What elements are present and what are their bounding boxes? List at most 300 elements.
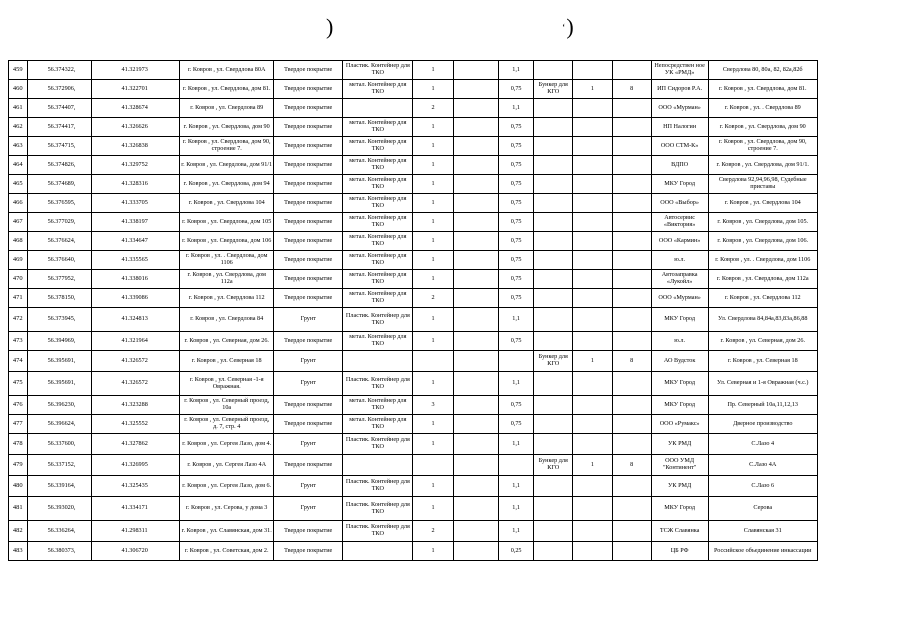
longitude-cell: 41.335565 [91,251,180,270]
owner-cell: ООО «Румакс» [651,415,708,434]
address-cell: г. Ковров , ул. Советская, дом 2. [180,542,274,561]
longitude-cell: 41.298311 [91,521,180,542]
surface-type-cell: Твердое покрытие [274,99,343,118]
scan-mark-right [562,16,574,40]
longitude-cell: 41.321973 [91,61,180,80]
surface-type-cell: Твердое покрытие [274,542,343,561]
container-type-cell: метал. Контейнер для ТКО [343,137,413,156]
bunker-count-cell [573,476,612,497]
surface-type-cell: Грунт [274,434,343,455]
container-volume-cell: 1,1 [499,61,534,80]
longitude-cell: 41.338016 [91,270,180,289]
container-volume-cell: 0,75 [499,118,534,137]
bunker-volume-cell [612,332,651,351]
row-number-cell: 460 [9,80,28,99]
latitude-cell: 56.339164, [27,476,91,497]
latitude-cell: 56.376595, [27,194,91,213]
bunker-count-cell [573,521,612,542]
surface-type-cell: Твердое покрытие [274,332,343,351]
bunker-count-cell [573,232,612,251]
waste-source-cell: Ул. Северная и 1-я Овражная (ч.с.) [708,372,818,396]
longitude-cell: 41.325435 [91,476,180,497]
container-type-cell [343,455,413,476]
latitude-cell: 56.376624, [27,232,91,251]
address-cell: г. Ковров , ул. Свердлова 84 [180,308,274,332]
address-cell: г. Ковров , ул. Свердлова, дом 90, строение 7. [180,137,274,156]
waste-source-cell: Пр. Северный 10а,11,12,13 [708,396,818,415]
scan-paren: ) [566,14,574,39]
container-type-cell: Пластик. Контейнер для ТКО [343,476,413,497]
address-cell: г. Ковров , ул. Северный проезд, 10а [180,396,274,415]
container-type-cell [343,99,413,118]
bunker-type-cell [534,232,573,251]
row-number-cell: 471 [9,289,28,308]
longitude-cell: 41.325552 [91,415,180,434]
bunker-type-cell [534,118,573,137]
bunker-volume-cell [612,232,651,251]
longitude-cell: 41.326626 [91,118,180,137]
table-row [9,434,818,455]
empty-cell-cell [453,308,498,332]
waste-source-cell: г. Ковров , ул. . Свердлова 89 [708,99,818,118]
empty-cell-cell [453,232,498,251]
container-type-cell: Пластик. Контейнер для ТКО [343,308,413,332]
address-cell: г. Ковров , ул. Северная -1-я Овражная. [180,372,274,396]
container-volume-cell: 0,75 [499,232,534,251]
address-cell: г. Ковров , ул. Северная, дом 26. [180,332,274,351]
owner-cell: АО Вудсток [651,351,708,372]
bunker-type-cell [534,476,573,497]
container-count-cell: 1 [413,497,453,521]
bunker-count-cell [573,372,612,396]
bunker-volume-cell [612,194,651,213]
empty-cell-cell [453,396,498,415]
table-row [9,270,818,289]
table-row [9,289,818,308]
row-number-cell: 483 [9,542,28,561]
owner-cell: УК РМД [651,434,708,455]
waste-source-cell: г. Ковров , ул. Свердлова, дом 81. [708,80,818,99]
row-number-cell: 461 [9,99,28,118]
container-count-cell: 2 [413,521,453,542]
container-count-cell: 1 [413,434,453,455]
bunker-type-cell [534,396,573,415]
table-row [9,476,818,497]
waste-source-cell: Ул. Свердлова 84,84а,83,83а,86,88 [708,308,818,332]
longitude-cell: 41.323288 [91,396,180,415]
surface-type-cell: Грунт [274,372,343,396]
container-volume-cell: 0,25 [499,542,534,561]
latitude-cell: 56.376640, [27,251,91,270]
owner-cell: ВДПО [651,156,708,175]
waste-source-cell: г. Ковров , ул. . Свердлова, дом 1106 [708,251,818,270]
container-type-cell: метал. Контейнер для ТКО [343,80,413,99]
row-number-cell: 479 [9,455,28,476]
owner-cell: ООО «Мурман» [651,289,708,308]
bunker-count-cell [573,434,612,455]
bunker-count-cell [573,213,612,232]
container-count-cell: 1 [413,232,453,251]
table-row [9,99,818,118]
surface-type-cell: Грунт [274,497,343,521]
latitude-cell: 56.394969, [27,332,91,351]
surface-type-cell: Твердое покрытие [274,232,343,251]
waste-source-cell: С.Лазо 4 [708,434,818,455]
surface-type-cell: Твердое покрытие [274,80,343,99]
address-cell: г. Ковров , ул. Свердлова 80А [180,61,274,80]
table-row [9,213,818,232]
table-row [9,351,818,372]
owner-cell: ТСЖ Славянка [651,521,708,542]
bunker-volume-cell: 8 [612,455,651,476]
waste-source-cell: С.Лазо 4А [708,455,818,476]
address-cell: г. Ковров , ул. Свердлова, дом 81. [180,80,274,99]
latitude-cell: 56.378150, [27,289,91,308]
empty-cell-cell [453,497,498,521]
container-count-cell: 1 [413,80,453,99]
empty-cell-cell [453,521,498,542]
row-number-cell: 470 [9,270,28,289]
bunker-type-cell [534,61,573,80]
container-volume-cell: 0,75 [499,137,534,156]
address-cell: г. Ковров , ул. Свердлова, дом 90 [180,118,274,137]
container-volume-cell [499,351,534,372]
container-type-cell: метал. Контейнер для ТКО [343,270,413,289]
bunker-count-cell [573,194,612,213]
bunker-count-cell [573,289,612,308]
address-cell: г. Ковров , ул. Свердлова, дом 106 [180,232,274,251]
container-count-cell: 1 [413,194,453,213]
bunker-count-cell [573,308,612,332]
scan-mark-left: ) [326,14,334,39]
surface-type-cell: Твердое покрытие [274,61,343,80]
row-number-cell: 466 [9,194,28,213]
table-row [9,251,818,270]
table-row [9,521,818,542]
latitude-cell: 56.377029, [27,213,91,232]
longitude-cell: 41.322701 [91,80,180,99]
waste-source-cell: г. Ковров , ул. Свердлова 112 [708,289,818,308]
row-number-cell: 477 [9,415,28,434]
owner-cell: ООО «Выбор» [651,194,708,213]
bunker-type-cell [534,251,573,270]
empty-cell-cell [453,351,498,372]
bunker-count-cell [573,156,612,175]
table-body [9,61,818,561]
bunker-volume-cell: 8 [612,80,651,99]
bunker-type-cell [534,542,573,561]
surface-type-cell: Твердое покрытие [274,270,343,289]
bunker-volume-cell [612,497,651,521]
row-number-cell: 475 [9,372,28,396]
address-cell: г. Ковров , ул. Свердлова 112 [180,289,274,308]
empty-cell-cell [453,137,498,156]
container-type-cell: метал. Контейнер для ТКО [343,175,413,194]
container-volume-cell: 1,1 [499,372,534,396]
bunker-type-cell [534,137,573,156]
bunker-type-cell [534,497,573,521]
scan-dot: ‘ [562,22,566,34]
owner-cell: ООО «Кармин» [651,232,708,251]
bunker-type-cell [534,434,573,455]
row-number-cell: 481 [9,497,28,521]
table-row [9,308,818,332]
waste-source-cell: г. Ковров , ул. Свердлова, дом 106. [708,232,818,251]
owner-cell: Непосредствен ное УК «РМД» [651,61,708,80]
empty-cell-cell [453,476,498,497]
table-row [9,194,818,213]
owner-cell: ООО СТМ-К» [651,137,708,156]
surface-type-cell: Твердое покрытие [274,194,343,213]
container-type-cell: метал. Контейнер для ТКО [343,232,413,251]
container-count-cell: 1 [413,270,453,289]
owner-cell: НП Налогин [651,118,708,137]
bunker-type-cell [534,415,573,434]
longitude-cell: 41.324813 [91,308,180,332]
bunker-count-cell [573,118,612,137]
owner-cell: ю.л. [651,332,708,351]
container-type-cell: метал. Контейнер для ТКО [343,194,413,213]
bunker-type-cell [534,99,573,118]
row-number-cell: 469 [9,251,28,270]
waste-source-cell: Серова [708,497,818,521]
container-volume-cell: 0,75 [499,213,534,232]
address-cell: г. Ковров , ул. Свердлова, дом 91/1 [180,156,274,175]
owner-cell: МКУ Город [651,308,708,332]
longitude-cell: 41.327862 [91,434,180,455]
container-count-cell: 1 [413,61,453,80]
container-volume-cell: 1,1 [499,308,534,332]
owner-cell: МКУ Город [651,497,708,521]
longitude-cell: 41.328316 [91,175,180,194]
container-volume-cell: 0,75 [499,270,534,289]
bunker-count-cell [573,61,612,80]
container-volume-cell: 0,75 [499,175,534,194]
table-row [9,118,818,137]
owner-cell: Автосервис «Виктория» [651,213,708,232]
empty-cell-cell [453,270,498,289]
bunker-volume-cell [612,118,651,137]
bunker-volume-cell [612,156,651,175]
latitude-cell: 56.373945, [27,308,91,332]
bunker-type-cell [534,521,573,542]
container-count-cell [413,351,453,372]
latitude-cell: 56.377952, [27,270,91,289]
surface-type-cell: Твердое покрытие [274,175,343,194]
waste-source-cell: г. Ковров , ул. Свердлова, дом 105. [708,213,818,232]
table-row [9,61,818,80]
longitude-cell: 41.334647 [91,232,180,251]
waste-source-cell: г. Ковров , ул. Северная, дом 26. [708,332,818,351]
latitude-cell: 56.396230, [27,396,91,415]
longitude-cell: 41.326838 [91,137,180,156]
row-number-cell: 464 [9,156,28,175]
container-volume-cell: 1,1 [499,476,534,497]
row-number-cell: 478 [9,434,28,455]
container-count-cell: 1 [413,332,453,351]
surface-type-cell: Твердое покрытие [274,415,343,434]
longitude-cell: 41.333705 [91,194,180,213]
row-number-cell: 476 [9,396,28,415]
surface-type-cell: Твердое покрытие [274,156,343,175]
bunker-type-cell [534,308,573,332]
owner-cell: МКУ Город [651,372,708,396]
latitude-cell: 56.337152, [27,455,91,476]
bunker-volume-cell [612,372,651,396]
bunker-count-cell [573,415,612,434]
table-row [9,80,818,99]
container-count-cell: 1 [413,137,453,156]
longitude-cell: 41.329752 [91,156,180,175]
address-cell: г. Ковров , ул. Северный проезд, д. 7, стр. 4 [180,415,274,434]
table-row [9,497,818,521]
owner-cell: МКУ Город [651,175,708,194]
waste-source-cell: г. Ковров , ул. Свердлова, дом 91/1. [708,156,818,175]
waste-source-cell: г. Ковров , ул. Свердлова, дом 90 [708,118,818,137]
table-row [9,232,818,251]
owner-cell: ю.л. [651,251,708,270]
longitude-cell: 41.339086 [91,289,180,308]
address-cell: г. Ковров , ул. Свердлова, дом 112а [180,270,274,289]
container-count-cell [413,455,453,476]
bunker-volume-cell [612,270,651,289]
empty-cell-cell [453,194,498,213]
longitude-cell: 41.326995 [91,455,180,476]
table-row [9,542,818,561]
container-volume-cell: 0,75 [499,80,534,99]
waste-source-cell: Свердлова 92,94,96,98, Судебные приставы [708,175,818,194]
container-volume-cell: 0,75 [499,289,534,308]
longitude-cell: 41.321964 [91,332,180,351]
container-type-cell: метал. Контейнер для ТКО [343,332,413,351]
container-count-cell: 1 [413,213,453,232]
bunker-count-cell [573,99,612,118]
surface-type-cell: Грунт [274,351,343,372]
latitude-cell: 56.374322, [27,61,91,80]
waste-source-cell: г. Ковров , ул. Свердлова, дом 112а [708,270,818,289]
empty-cell-cell [453,118,498,137]
address-cell: г. Ковров , ул. Сергея Лазо, дом 6. [180,476,274,497]
row-number-cell: 473 [9,332,28,351]
container-volume-cell: 1,1 [499,497,534,521]
bunker-type-cell [534,289,573,308]
container-type-cell [343,542,413,561]
container-volume-cell: 0,75 [499,194,534,213]
bunker-type-cell [534,156,573,175]
empty-cell-cell [453,80,498,99]
container-volume-cell: 1,1 [499,521,534,542]
latitude-cell: 56.374689, [27,175,91,194]
waste-sites-table [8,60,818,561]
container-count-cell: 1 [413,175,453,194]
latitude-cell: 56.393020, [27,497,91,521]
latitude-cell: 56.374407, [27,99,91,118]
container-type-cell: Пластик. Контейнер для ТКО [343,521,413,542]
container-count-cell: 1 [413,372,453,396]
container-type-cell: метал. Контейнер для ТКО [343,251,413,270]
row-number-cell: 463 [9,137,28,156]
waste-source-cell: С.Лазо 6 [708,476,818,497]
waste-source-cell: Славянская 31 [708,521,818,542]
latitude-cell: 56.374826, [27,156,91,175]
container-count-cell: 2 [413,289,453,308]
container-count-cell: 1 [413,118,453,137]
surface-type-cell: Твердое покрытие [274,521,343,542]
bunker-volume-cell: 8 [612,351,651,372]
waste-source-cell: г. Ковров , ул. Свердлова, дом 90, строение 7. [708,137,818,156]
bunker-type-cell [534,372,573,396]
bunker-type-cell [534,194,573,213]
bunker-count-cell: 1 [573,455,612,476]
latitude-cell: 56.380373, [27,542,91,561]
row-number-cell: 474 [9,351,28,372]
container-volume-cell: 0,75 [499,156,534,175]
container-type-cell: Пластик. Контейнер для ТКО [343,61,413,80]
surface-type-cell: Грунт [274,308,343,332]
container-type-cell: Пластик. Контейнер для ТКО [343,434,413,455]
table-row [9,137,818,156]
container-type-cell: метал. Контейнер для ТКО [343,289,413,308]
address-cell: г. Ковров , ул. Сергея Лазо, дом 4. [180,434,274,455]
owner-cell: ООО УМД "Континент" [651,455,708,476]
empty-cell-cell [453,61,498,80]
bunker-count-cell [573,396,612,415]
address-cell: г. Ковров , ул. Свердлова 89 [180,99,274,118]
bunker-type-cell [534,270,573,289]
container-volume-cell: 1,1 [499,434,534,455]
container-volume-cell: 0,75 [499,251,534,270]
bunker-count-cell [573,137,612,156]
address-cell: г. Ковров , ул. Северная 18 [180,351,274,372]
waste-source-cell: Российское объединение инкассации [708,542,818,561]
container-type-cell: метал. Контейнер для ТКО [343,415,413,434]
row-number-cell: 480 [9,476,28,497]
owner-cell: Автозаправка «Лукойл» [651,270,708,289]
surface-type-cell: Твердое покрытие [274,137,343,156]
container-count-cell: 1 [413,156,453,175]
bunker-volume-cell [612,396,651,415]
row-number-cell: 467 [9,213,28,232]
latitude-cell: 56.336264, [27,521,91,542]
surface-type-cell: Твердое покрытие [274,118,343,137]
bunker-type-cell: Бункер для КГО [534,80,573,99]
row-number-cell: 465 [9,175,28,194]
empty-cell-cell [453,213,498,232]
waste-source-cell: Дверное производство [708,415,818,434]
table-row [9,455,818,476]
table-row [9,332,818,351]
empty-cell-cell [453,434,498,455]
empty-cell-cell [453,455,498,476]
bunker-count-cell: 1 [573,80,612,99]
bunker-count-cell [573,175,612,194]
owner-cell: ИП Сидоров Р.А. [651,80,708,99]
container-type-cell: метал. Контейнер для ТКО [343,118,413,137]
latitude-cell: 56.337600, [27,434,91,455]
bunker-type-cell [534,175,573,194]
latitude-cell: 56.395691, [27,351,91,372]
owner-cell: ЦБ РФ [651,542,708,561]
table-row [9,396,818,415]
empty-cell-cell [453,332,498,351]
bunker-volume-cell [612,521,651,542]
bunker-volume-cell [612,61,651,80]
bunker-volume-cell [612,476,651,497]
bunker-type-cell [534,213,573,232]
row-number-cell: 462 [9,118,28,137]
address-cell: г. Ковров , ул. Свердлова 104 [180,194,274,213]
table-row [9,415,818,434]
